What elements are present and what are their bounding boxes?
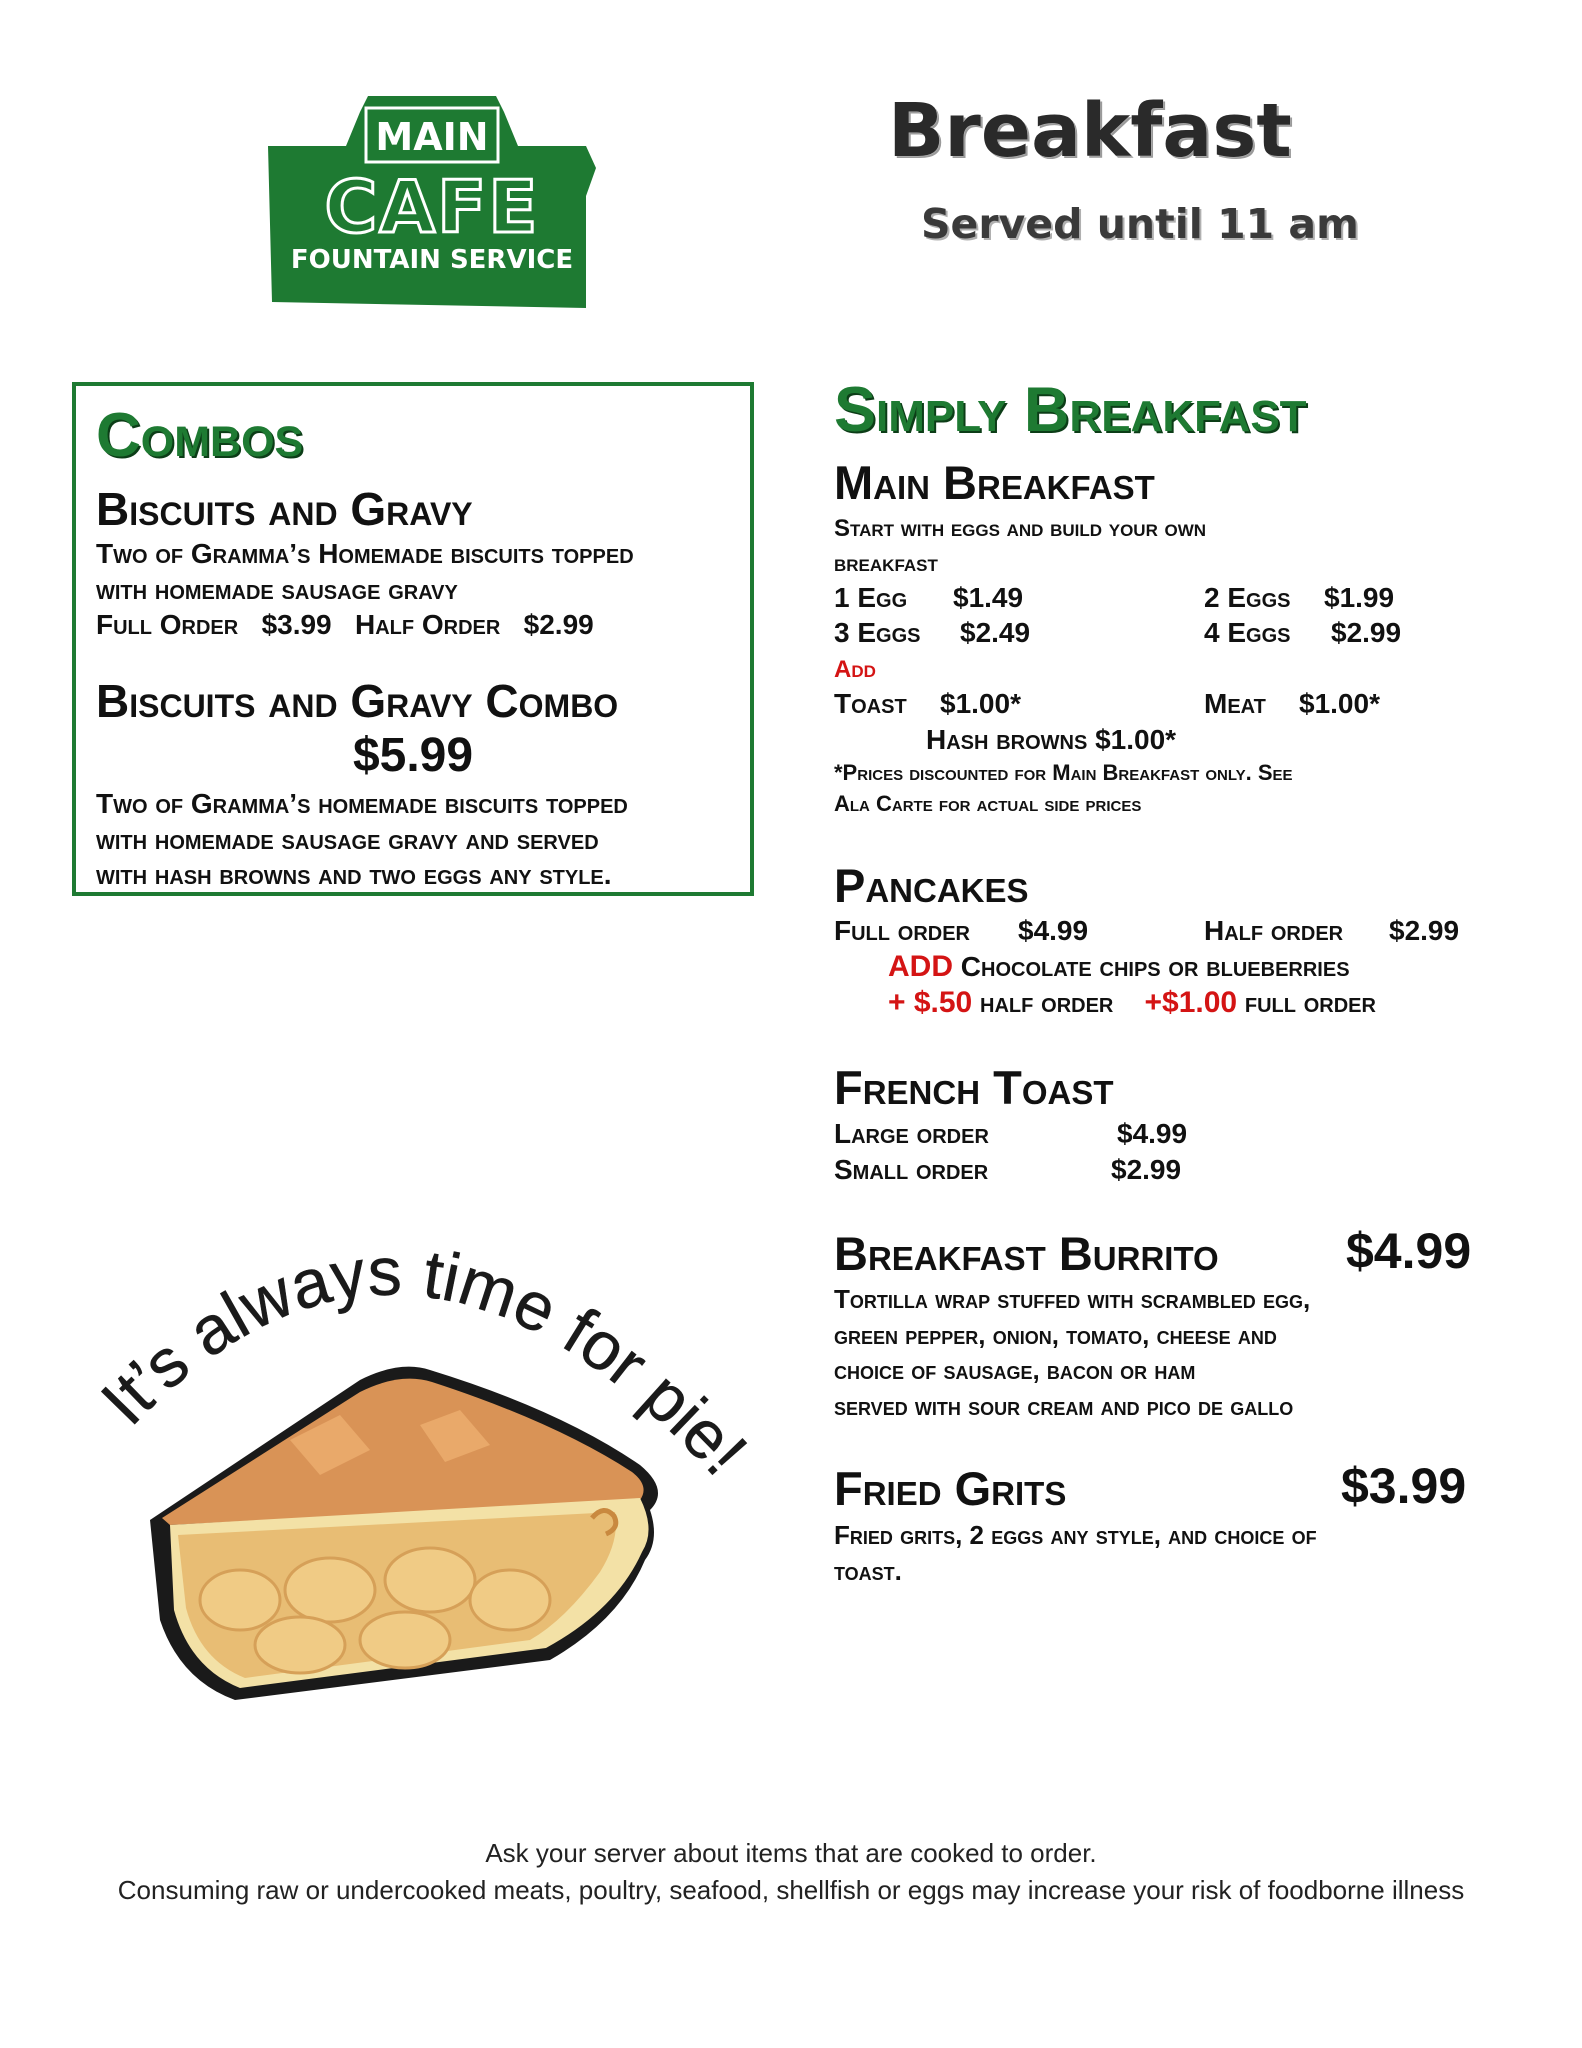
full-addon-label: full order — [1244, 987, 1376, 1018]
burrito-desc-3: choice of sausage, bacon or ham — [834, 1355, 1196, 1385]
biscuits-gravy-desc-2: with homemade sausage gravy — [96, 574, 458, 605]
price-note-2: Ala Carte for actual side prices — [834, 791, 1142, 816]
biscuits-gravy-prices — [96, 607, 594, 643]
burrito-desc-1: Tortilla wrap stuffed with scrambled egg, — [834, 1284, 1311, 1314]
french-small-label: Small order — [834, 1154, 989, 1185]
combo-desc-2: with homemade sausage gravy and served — [96, 824, 599, 855]
pancakes-add-label: ADD — [888, 950, 953, 983]
pancakes-add-text: Chocolate chips or blueberries — [960, 951, 1350, 982]
egg-2-label: 2 Eggs — [1204, 582, 1291, 613]
pancakes-full-label: Full order — [834, 915, 970, 946]
combo-desc-1: Two of Gramma’s homemade biscuits topped — [96, 788, 628, 819]
pancakes-half-price: $2.99 — [1389, 915, 1460, 946]
french-large-price: $4.99 — [1117, 1118, 1188, 1149]
main-breakfast-heading: Main Breakfast — [834, 456, 1155, 509]
pie-graphic — [60, 1200, 780, 1720]
egg-2-price: $1.99 — [1324, 582, 1395, 613]
half-addon-label: half order — [980, 987, 1114, 1018]
burrito-desc-2: green pepper, onion, tomato, cheese and — [834, 1320, 1277, 1350]
full-addon-price: +$1.00 — [1144, 986, 1238, 1019]
fried-grits-desc-1: Fried grits, 2 eggs any style, and choice of — [834, 1520, 1317, 1550]
french-small-price: $2.99 — [1111, 1154, 1182, 1185]
main-breakfast-desc-1: Start with eggs and build your own — [834, 515, 1207, 542]
pie-slogan: It’s always time for pie! — [86, 1233, 762, 1490]
toast-price: $1.00* — [940, 688, 1021, 719]
simply-breakfast-heading: Simply Breakfast — [834, 375, 1307, 445]
combos-heading: Combos — [96, 401, 304, 470]
half-order-price: $2.99 — [523, 609, 594, 640]
logo-cafe-text: CAFE — [324, 165, 540, 249]
logo-fountain-text: FOUNTAIN SERVICE — [290, 245, 574, 275]
biscuits-gravy-combo-heading: Biscuits and Gravy Combo — [96, 675, 619, 727]
pancakes-addon — [888, 949, 1350, 985]
pancakes-heading: Pancakes — [834, 859, 1029, 912]
page-title: Breakfast — [888, 88, 1292, 174]
pancakes-full-price: $4.99 — [1018, 915, 1089, 946]
footer-line-2: Consuming raw or undercooked meats, poultry, seafood, shellfish or eggs may increase your risk of foodborne illness — [117, 1875, 1465, 1905]
egg-4-price: $2.99 — [1331, 617, 1402, 648]
toast-label: Toast — [834, 688, 907, 719]
meat-label: Meat — [1204, 688, 1266, 719]
footer-line-1: Ask your server about items that are cooked to order. — [485, 1838, 1097, 1868]
fried-grits-desc-2: toast. — [834, 1556, 902, 1586]
burrito-desc-4: served with sour cream and pico de gallo — [834, 1391, 1294, 1421]
combo-price: $5.99 — [352, 729, 474, 782]
egg-1-price: $1.49 — [953, 582, 1024, 613]
hash-browns-addon: Hash browns $1.00* — [926, 724, 1177, 755]
egg-1-label: 1 Egg — [834, 582, 908, 613]
french-toast-heading: French Toast — [834, 1061, 1114, 1114]
add-label: Add — [834, 656, 876, 683]
burrito-heading: Breakfast Burrito — [834, 1227, 1219, 1280]
french-large-label: Large order — [834, 1118, 989, 1149]
full-order-label: Full Order — [96, 609, 239, 640]
burrito-price: $4.99 — [1346, 1223, 1472, 1279]
half-addon-price: + $.50 — [888, 986, 973, 1019]
main-breakfast-desc-2: breakfast — [834, 550, 938, 577]
main-cafe-logo — [268, 94, 596, 308]
egg-3-price: $2.49 — [960, 617, 1031, 648]
biscuits-gravy-heading: Biscuits and Gravy — [96, 483, 473, 535]
combos-box — [72, 382, 754, 896]
pancakes-half-label: Half order — [1204, 915, 1344, 946]
page-subtitle: Served until 11 am — [921, 200, 1359, 248]
logo-main-text: MAIN — [375, 115, 489, 159]
biscuits-gravy-desc-1: Two of Gramma’s Homemade biscuits topped — [96, 538, 634, 569]
egg-3-label: 3 Eggs — [834, 617, 921, 648]
combo-desc-3: with hash browns and two eggs any style. — [96, 859, 612, 890]
full-order-price: $3.99 — [261, 609, 332, 640]
fried-grits-heading: Fried Grits — [834, 1462, 1067, 1515]
price-note-1: *Prices discounted for Main Breakfast only. See — [834, 760, 1293, 785]
egg-4-label: 4 Eggs — [1204, 617, 1291, 648]
meat-price: $1.00* — [1299, 688, 1380, 719]
fried-grits-price: $3.99 — [1341, 1458, 1467, 1514]
half-order-label: Half Order — [354, 609, 501, 640]
pancakes-addon-prices — [888, 985, 1376, 1021]
